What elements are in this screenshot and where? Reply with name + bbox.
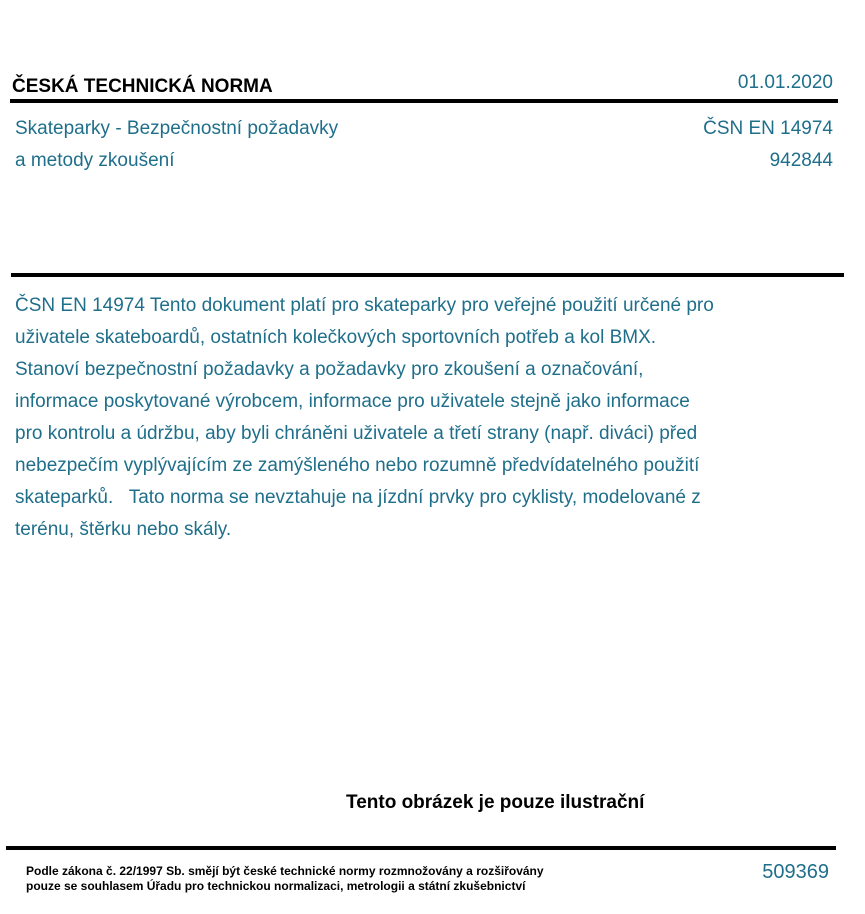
document-id: 509369 [762,861,829,883]
standard-description: ČSN EN 14974 Tento dokument platí pro skateparky pro veřejné použití určené pro uživatele skateboardů, ostatních kolečkových sportovních potřeb a kol BMX. Stanoví bezpečnostní požadavky a požadavky pro zkoušení a označování, informace poskytované výrobcem, informace pro uživatele stejně jako informace pro kontrolu a údržbu, aby byli chráněni uživatele a třetí strany (např. diváci) před nebezpečím vyplývajícím ze zamýšleného nebo rozumně předvídatelného použití skateparků. Tato norma se nevztahuje na jízdní prvky pro cyklisty, modelované z terénu, štěrku nebo skály. [15,295,720,540]
top-divider [10,99,838,103]
legal-notice-line2: pouze se souhlasem Úřadu pro technickou normalizaci, metrologii a státní zkušebnictví [26,879,526,893]
legal-notice [26,864,544,894]
header-title: ČESKÁ TECHNICKÁ NORMA [12,76,273,97]
standard-number: 942844 [769,150,833,171]
standard-code: ČSN EN 14974 [703,118,833,139]
standard-title-line1: Skateparky - Bezpečnostní požadavky [15,118,339,139]
standard-title-line2: a metody zkoušení [15,150,175,171]
middle-divider [11,273,844,277]
legal-notice-line1: Podle zákona č. 22/1997 Sb. smějí být české technické normy rozmnožovány a rozšiřovány [26,864,544,878]
publication-date: 01.01.2020 [737,72,833,93]
bottom-divider [6,846,836,850]
illustration-note: Tento obrázek je pouze ilustrační [346,792,645,813]
